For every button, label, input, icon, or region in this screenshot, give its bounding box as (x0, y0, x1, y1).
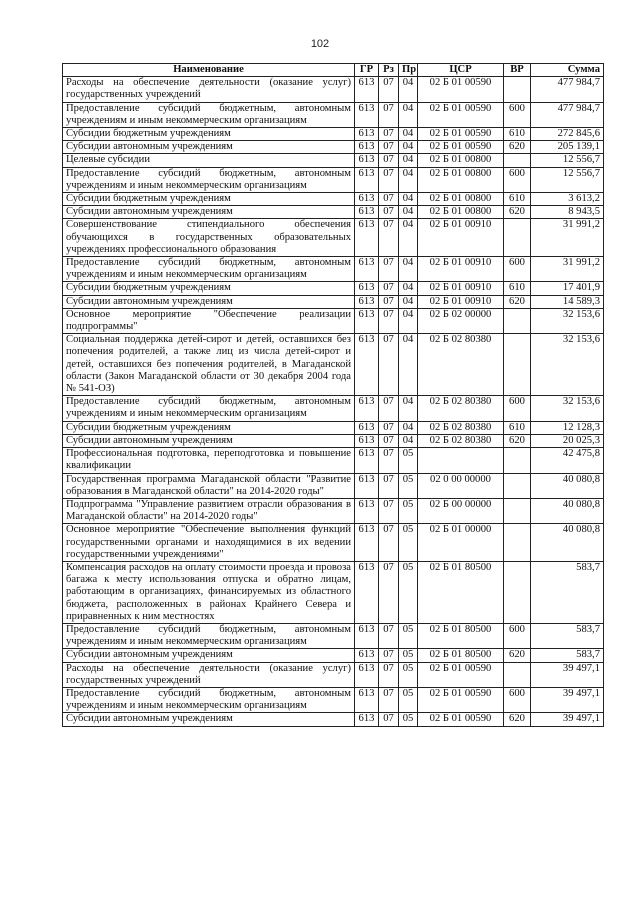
cell-gr: 613 (355, 662, 379, 687)
cell-sum: 477 984,7 (531, 77, 604, 102)
cell-gr: 613 (355, 524, 379, 562)
cell-csr: 02 Б 01 00590 (418, 102, 504, 127)
table-row (63, 219, 604, 257)
cell-rz: 07 (379, 193, 399, 206)
cell-csr: 02 Б 02 80380 (418, 334, 504, 396)
cell-pr: 04 (399, 141, 418, 154)
budget-table (62, 63, 604, 727)
cell-name: Субсидии автономным учреждениям (63, 295, 355, 308)
cell-rz: 07 (379, 421, 399, 434)
cell-csr: 02 Б 01 00590 (418, 662, 504, 687)
header-gr: ГР (355, 64, 379, 77)
cell-vr: 600 (504, 396, 531, 421)
cell-vr: 600 (504, 102, 531, 127)
cell-pr: 05 (399, 623, 418, 648)
cell-pr: 04 (399, 167, 418, 192)
header-vr: ВР (504, 64, 531, 77)
cell-sum: 12 556,7 (531, 167, 604, 192)
cell-csr: 02 Б 01 00590 (418, 713, 504, 726)
cell-rz: 07 (379, 219, 399, 257)
cell-name: Основное мероприятие "Обеспечение выполнения функций государственными органами и находящимися в их ведении государственными учреждениями" (63, 524, 355, 562)
cell-name: Предоставление субсидий бюджетным, автономным учреждениям и иным некоммерческим организациям (63, 167, 355, 192)
table-header-row (63, 64, 604, 77)
table-row (63, 282, 604, 295)
table-row (63, 687, 604, 712)
table-row (63, 193, 604, 206)
cell-sum: 39 497,1 (531, 687, 604, 712)
cell-sum: 477 984,7 (531, 102, 604, 127)
cell-rz: 07 (379, 167, 399, 192)
cell-pr: 04 (399, 154, 418, 167)
cell-vr (504, 308, 531, 333)
cell-gr: 613 (355, 102, 379, 127)
cell-vr: 600 (504, 167, 531, 192)
cell-gr: 613 (355, 448, 379, 473)
table-row (63, 561, 604, 623)
table-row (63, 141, 604, 154)
cell-pr: 05 (399, 561, 418, 623)
cell-rz: 07 (379, 295, 399, 308)
cell-name: Государственная программа Магаданской области "Развитие образования в Магаданской области" на 2014-2020 годы" (63, 473, 355, 498)
cell-csr: 02 Б 01 80500 (418, 649, 504, 662)
cell-csr: 02 Б 01 00800 (418, 206, 504, 219)
cell-rz: 07 (379, 206, 399, 219)
cell-sum: 40 080,8 (531, 473, 604, 498)
cell-gr: 613 (355, 434, 379, 447)
cell-pr: 05 (399, 524, 418, 562)
cell-sum: 32 153,6 (531, 308, 604, 333)
cell-rz: 07 (379, 102, 399, 127)
cell-name: Расходы на обеспечение деятельности (оказание услуг) государственных учреждений (63, 77, 355, 102)
cell-sum: 32 153,6 (531, 334, 604, 396)
cell-name: Целевые субсидии (63, 154, 355, 167)
cell-csr: 02 Б 01 00590 (418, 687, 504, 712)
table-row (63, 102, 604, 127)
cell-rz: 07 (379, 498, 399, 523)
table-row (63, 421, 604, 434)
table-row (63, 623, 604, 648)
table-row (63, 206, 604, 219)
cell-rz: 07 (379, 257, 399, 282)
cell-name: Субсидии бюджетным учреждениям (63, 128, 355, 141)
table-row (63, 308, 604, 333)
cell-rz: 07 (379, 308, 399, 333)
cell-csr: 02 Б 01 00590 (418, 128, 504, 141)
cell-sum: 272 845,6 (531, 128, 604, 141)
cell-rz: 07 (379, 662, 399, 687)
table-row (63, 662, 604, 687)
cell-sum: 583,7 (531, 623, 604, 648)
header-csr: ЦСР (418, 64, 504, 77)
cell-gr: 613 (355, 561, 379, 623)
cell-pr: 04 (399, 308, 418, 333)
cell-gr: 613 (355, 167, 379, 192)
cell-name: Предоставление субсидий бюджетным, автономным учреждениям и иным некоммерческим организациям (63, 623, 355, 648)
cell-gr: 613 (355, 308, 379, 333)
table-row (63, 473, 604, 498)
cell-csr: 02 Б 01 80500 (418, 561, 504, 623)
cell-vr: 610 (504, 421, 531, 434)
cell-csr: 02 Б 00 00000 (418, 498, 504, 523)
cell-pr: 04 (399, 396, 418, 421)
cell-sum: 31 991,2 (531, 219, 604, 257)
cell-vr: 620 (504, 649, 531, 662)
cell-pr: 05 (399, 498, 418, 523)
cell-vr (504, 334, 531, 396)
cell-sum: 12 128,3 (531, 421, 604, 434)
cell-vr (504, 219, 531, 257)
table-row (63, 295, 604, 308)
cell-pr: 04 (399, 434, 418, 447)
cell-vr: 620 (504, 141, 531, 154)
cell-sum: 14 589,3 (531, 295, 604, 308)
cell-vr (504, 498, 531, 523)
cell-sum: 40 080,8 (531, 498, 604, 523)
cell-name: Субсидии бюджетным учреждениям (63, 193, 355, 206)
cell-gr: 613 (355, 473, 379, 498)
page-number: 102 (310, 38, 330, 50)
cell-vr (504, 662, 531, 687)
cell-name: Компенсация расходов на оплату стоимости проезда и провоза багажа к месту использования отпуска и обратно лицам, работающим в организациях, финансируемых из областного бюджета, расположенных в районах Крайнего Севера и приравненных к ним местностях (63, 561, 355, 623)
cell-gr: 613 (355, 206, 379, 219)
cell-pr: 04 (399, 128, 418, 141)
cell-csr: 02 Б 02 00000 (418, 308, 504, 333)
cell-name: Основное мероприятие "Обеспечение реализации подпрограммы" (63, 308, 355, 333)
cell-csr: 02 Б 01 00800 (418, 154, 504, 167)
header-rz: Рз (379, 64, 399, 77)
table-row (63, 448, 604, 473)
cell-pr: 04 (399, 77, 418, 102)
cell-pr: 04 (399, 257, 418, 282)
cell-pr: 04 (399, 102, 418, 127)
cell-rz: 07 (379, 623, 399, 648)
cell-sum: 583,7 (531, 561, 604, 623)
cell-sum: 17 401,9 (531, 282, 604, 295)
cell-gr: 613 (355, 193, 379, 206)
table-row (63, 498, 604, 523)
cell-csr: 02 Б 01 00590 (418, 141, 504, 154)
table-row (63, 154, 604, 167)
cell-gr: 613 (355, 257, 379, 282)
cell-rz: 07 (379, 128, 399, 141)
cell-pr: 04 (399, 334, 418, 396)
cell-rz: 07 (379, 396, 399, 421)
cell-sum: 32 153,6 (531, 396, 604, 421)
table-row (63, 334, 604, 396)
cell-sum: 42 475,8 (531, 448, 604, 473)
header-name: Наименование (63, 64, 355, 77)
cell-sum: 12 556,7 (531, 154, 604, 167)
cell-sum: 3 613,2 (531, 193, 604, 206)
cell-rz: 07 (379, 524, 399, 562)
cell-gr: 613 (355, 649, 379, 662)
cell-name: Подпрограмма "Управление развитием отрасли образования в Магаданской области" на 2014-2020 годы" (63, 498, 355, 523)
cell-rz: 07 (379, 77, 399, 102)
cell-csr: 02 Б 01 00800 (418, 167, 504, 192)
cell-sum: 583,7 (531, 649, 604, 662)
cell-rz: 07 (379, 282, 399, 295)
cell-sum: 39 497,1 (531, 662, 604, 687)
cell-pr: 05 (399, 687, 418, 712)
cell-name: Профессиональная подготовка, переподготовка и повышение квалификации (63, 448, 355, 473)
cell-csr: 02 Б 01 80500 (418, 623, 504, 648)
cell-vr: 620 (504, 713, 531, 726)
cell-name: Предоставление субсидий бюджетным, автономным учреждениям и иным некоммерческим организациям (63, 102, 355, 127)
cell-rz: 07 (379, 649, 399, 662)
cell-name: Предоставление субсидий бюджетным, автономным учреждениям и иным некоммерческим организациям (63, 257, 355, 282)
cell-vr (504, 473, 531, 498)
cell-rz: 07 (379, 334, 399, 396)
table-row (63, 167, 604, 192)
cell-sum: 40 080,8 (531, 524, 604, 562)
cell-vr: 600 (504, 623, 531, 648)
cell-csr: 02 Б 02 80380 (418, 421, 504, 434)
cell-gr: 613 (355, 334, 379, 396)
cell-gr: 613 (355, 498, 379, 523)
cell-vr: 620 (504, 434, 531, 447)
cell-vr (504, 77, 531, 102)
cell-gr: 613 (355, 421, 379, 434)
cell-gr: 613 (355, 219, 379, 257)
cell-csr: 02 Б 01 00910 (418, 295, 504, 308)
cell-gr: 613 (355, 295, 379, 308)
cell-pr: 04 (399, 193, 418, 206)
cell-csr: 02 Б 01 00000 (418, 524, 504, 562)
cell-sum: 39 497,1 (531, 713, 604, 726)
cell-vr (504, 561, 531, 623)
cell-vr: 610 (504, 282, 531, 295)
table-row (63, 396, 604, 421)
cell-gr: 613 (355, 687, 379, 712)
cell-pr: 04 (399, 282, 418, 295)
cell-vr: 620 (504, 295, 531, 308)
cell-csr: 02 Б 01 00910 (418, 219, 504, 257)
table-row (63, 77, 604, 102)
cell-csr (418, 448, 504, 473)
cell-csr: 02 Б 01 00590 (418, 77, 504, 102)
cell-gr: 613 (355, 623, 379, 648)
cell-name: Субсидии автономным учреждениям (63, 141, 355, 154)
table-row (63, 257, 604, 282)
cell-name: Субсидии бюджетным учреждениям (63, 282, 355, 295)
cell-rz: 07 (379, 154, 399, 167)
cell-rz: 07 (379, 687, 399, 712)
cell-gr: 613 (355, 713, 379, 726)
cell-csr: 02 Б 01 00910 (418, 257, 504, 282)
cell-vr: 600 (504, 257, 531, 282)
cell-rz: 07 (379, 448, 399, 473)
cell-name: Совершенствование стипендиального обеспечения обучающихся в государственных образовательных учреждениях профессионального образования (63, 219, 355, 257)
cell-sum: 31 991,2 (531, 257, 604, 282)
cell-pr: 05 (399, 713, 418, 726)
cell-name: Субсидии автономным учреждениям (63, 649, 355, 662)
cell-sum: 205 139,1 (531, 141, 604, 154)
cell-vr: 600 (504, 687, 531, 712)
cell-gr: 613 (355, 396, 379, 421)
cell-pr: 05 (399, 448, 418, 473)
cell-pr: 05 (399, 649, 418, 662)
cell-pr: 04 (399, 219, 418, 257)
cell-rz: 07 (379, 141, 399, 154)
header-sum: Сумма (531, 64, 604, 77)
table-row (63, 128, 604, 141)
cell-csr: 02 Б 02 80380 (418, 396, 504, 421)
cell-name: Субсидии автономным учреждениям (63, 434, 355, 447)
cell-pr: 04 (399, 295, 418, 308)
cell-name: Субсидии автономным учреждениям (63, 206, 355, 219)
cell-name: Расходы на обеспечение деятельности (оказание услуг) государственных учреждений (63, 662, 355, 687)
cell-pr: 04 (399, 206, 418, 219)
table-body (63, 77, 604, 726)
table-row (63, 713, 604, 726)
header-pr: Пр (399, 64, 418, 77)
cell-vr: 610 (504, 193, 531, 206)
cell-vr: 620 (504, 206, 531, 219)
cell-name: Субсидии бюджетным учреждениям (63, 421, 355, 434)
cell-csr: 02 Б 01 00800 (418, 193, 504, 206)
cell-sum: 20 025,3 (531, 434, 604, 447)
cell-rz: 07 (379, 713, 399, 726)
table-row (63, 434, 604, 447)
cell-name: Субсидии автономным учреждениям (63, 713, 355, 726)
cell-name: Предоставление субсидий бюджетным, автономным учреждениям и иным некоммерческим организациям (63, 687, 355, 712)
cell-vr: 610 (504, 128, 531, 141)
cell-vr (504, 154, 531, 167)
cell-csr: 02 Б 01 00910 (418, 282, 504, 295)
cell-pr: 04 (399, 421, 418, 434)
cell-gr: 613 (355, 282, 379, 295)
cell-csr: 02 Б 02 80380 (418, 434, 504, 447)
cell-rz: 07 (379, 434, 399, 447)
cell-pr: 05 (399, 662, 418, 687)
cell-gr: 613 (355, 154, 379, 167)
cell-pr: 05 (399, 473, 418, 498)
cell-vr (504, 448, 531, 473)
cell-csr: 02 0 00 00000 (418, 473, 504, 498)
cell-rz: 07 (379, 561, 399, 623)
cell-sum: 8 943,5 (531, 206, 604, 219)
cell-vr (504, 524, 531, 562)
cell-rz: 07 (379, 473, 399, 498)
cell-gr: 613 (355, 128, 379, 141)
table-row (63, 649, 604, 662)
cell-name: Предоставление субсидий бюджетным, автономным учреждениям и иным некоммерческим организациям (63, 396, 355, 421)
cell-name: Социальная поддержка детей-сирот и детей, оставшихся без попечения родителей, а также лиц из числа детей-сирот и детей, оставшихся без попечения родителей, в Магаданской области (Закон Магаданской области от 30 декабря 2004 года № 541-ОЗ) (63, 334, 355, 396)
cell-gr: 613 (355, 77, 379, 102)
table-row (63, 524, 604, 562)
cell-gr: 613 (355, 141, 379, 154)
